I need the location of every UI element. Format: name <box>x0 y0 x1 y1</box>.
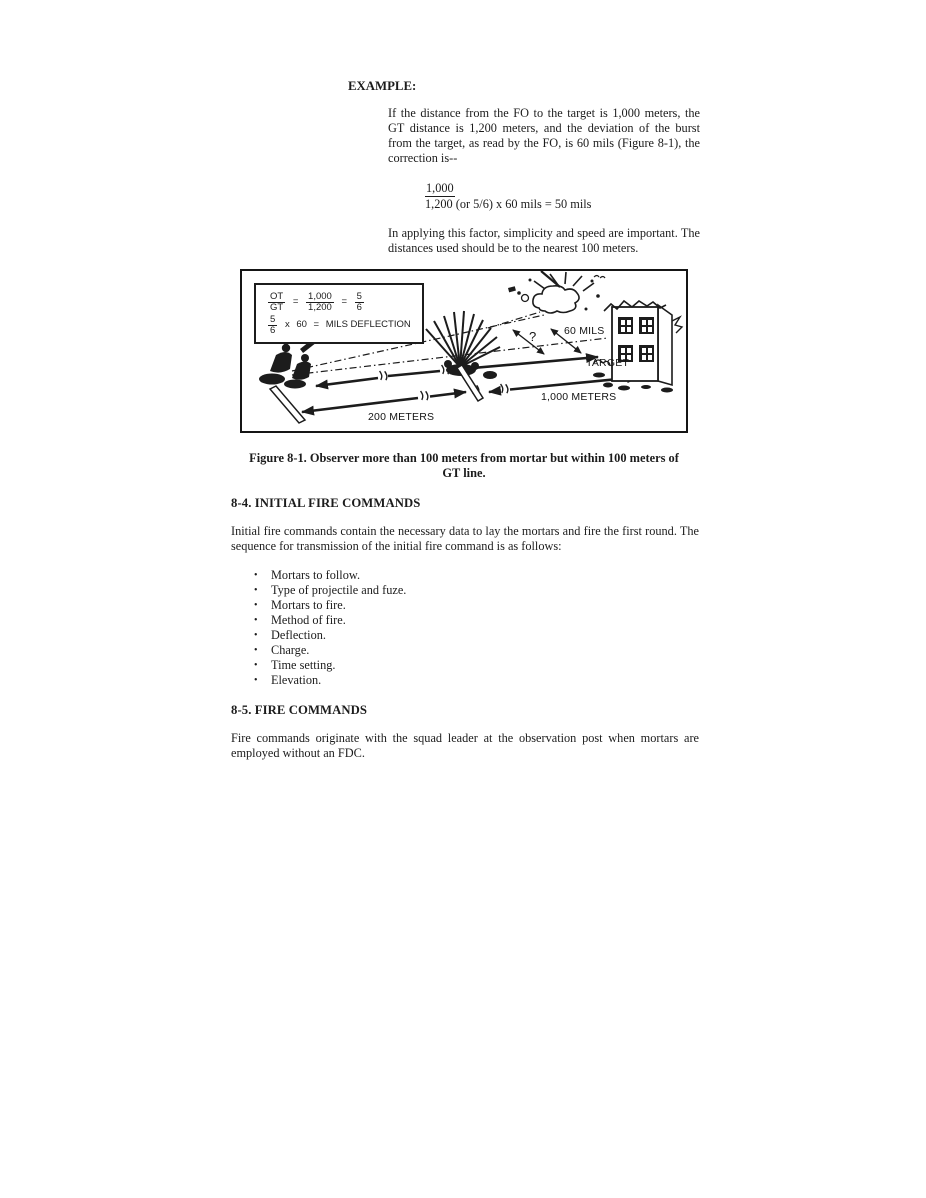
section-8-5-heading: 8-5. FIRE COMMANDS <box>231 703 368 717</box>
list-item <box>254 583 554 598</box>
fraction-1000-1200: $\frac{1,000}{1,200}$ <box>308 291 332 313</box>
list-item <box>254 598 554 613</box>
bullet-icon: • <box>254 675 258 686</box>
bullet-icon: • <box>254 630 258 641</box>
example-paragraph: If the distance from the FO to the target is 1,000 meters, the GT distance is 1,200 meters, and the deviation of the burst from the target, as read by the FO, is 60 mils (Figure 8-1), the correction is-- <box>388 106 700 165</box>
figure-caption-line1: Figure 8-1. Observer more than 100 meters from mortar but within 100 meters of <box>249 451 679 465</box>
formula-row-2: $\frac{5}{6}$ x 60 = MILS DEFLECTION <box>270 313 411 336</box>
label-target: TARGET <box>586 357 630 369</box>
forward-observers <box>259 338 317 389</box>
bullet-icon: • <box>254 660 258 671</box>
target-building <box>593 301 682 393</box>
bullet-icon: • <box>254 570 258 581</box>
ot-offset-arrow <box>302 392 466 412</box>
figure-formula-box <box>254 283 424 344</box>
example-heading: EXAMPLE: <box>348 79 417 93</box>
formula-denominator-line: 1,200 (or 5/6) x 60 mils = 50 mils <box>425 197 592 211</box>
section-8-5-paragraph: Fire commands originate with the squad leader at the observation post when mortars are employed without an FDC. <box>231 731 699 760</box>
formula-row-1: $\frac{OT}{GT}$ = $\frac{1,000}{1,200}$ = $\frac{5}{6}$ <box>270 291 362 313</box>
list-item-label: Time setting. <box>271 658 336 672</box>
section-8-4-paragraph: Initial fire commands contain the necessary data to lay the mortars and fire the first round. The sequence for transmission of the initial fire command is as follows: <box>231 524 699 553</box>
formula-numerator: 1,000 <box>426 181 454 195</box>
figure-caption-line2: GT line. <box>442 466 486 480</box>
section-8-4-heading: 8-4. INITIAL FIRE COMMANDS <box>231 496 421 510</box>
list-item-label: Mortars to fire. <box>271 598 346 612</box>
list-item-label: Deflection. <box>271 628 326 642</box>
list-item-label: Type of projectile and fuze. <box>271 583 407 597</box>
burst-cloud <box>533 286 579 313</box>
list-item-label: Method of fire. <box>271 613 346 627</box>
bullet-icon: • <box>254 615 258 626</box>
figure-caption <box>204 451 724 481</box>
bullet-icon: • <box>254 585 258 596</box>
bullet-icon: • <box>254 645 258 656</box>
fire-command-sequence-list <box>254 568 554 688</box>
list-item-label: Charge. <box>271 643 310 657</box>
list-item-label: Elevation. <box>271 673 322 687</box>
list-item <box>254 568 554 583</box>
figure-8-1 <box>240 269 688 433</box>
fraction-5-6: $\frac{5}{6}$ <box>356 291 362 313</box>
label-question-mark: ? <box>529 329 537 344</box>
aiming-stake-left <box>270 386 305 423</box>
list-item <box>254 643 554 658</box>
label-60-mils: 60 MILS <box>564 325 605 337</box>
list-item <box>254 613 554 628</box>
label-200-meters: 200 METERS <box>368 411 435 423</box>
bullet-icon: • <box>254 600 258 611</box>
bird-marks <box>594 276 605 279</box>
example-note-paragraph: In applying this factor, simplicity and speed are important. The distances used should be to the nearest 100 meters. <box>388 226 700 255</box>
small-puff <box>522 295 529 302</box>
fraction-5-6-second: $\frac{5}{6}$ <box>270 313 276 336</box>
list-item <box>254 658 554 673</box>
list-item-label: Mortars to follow. <box>271 568 361 582</box>
list-item <box>254 628 554 643</box>
correction-formula <box>425 181 591 212</box>
fraction-ot-gt: $\frac{OT}{GT}$ <box>270 291 284 313</box>
list-item <box>254 673 554 688</box>
label-1000-meters: 1,000 METERS <box>541 391 617 403</box>
